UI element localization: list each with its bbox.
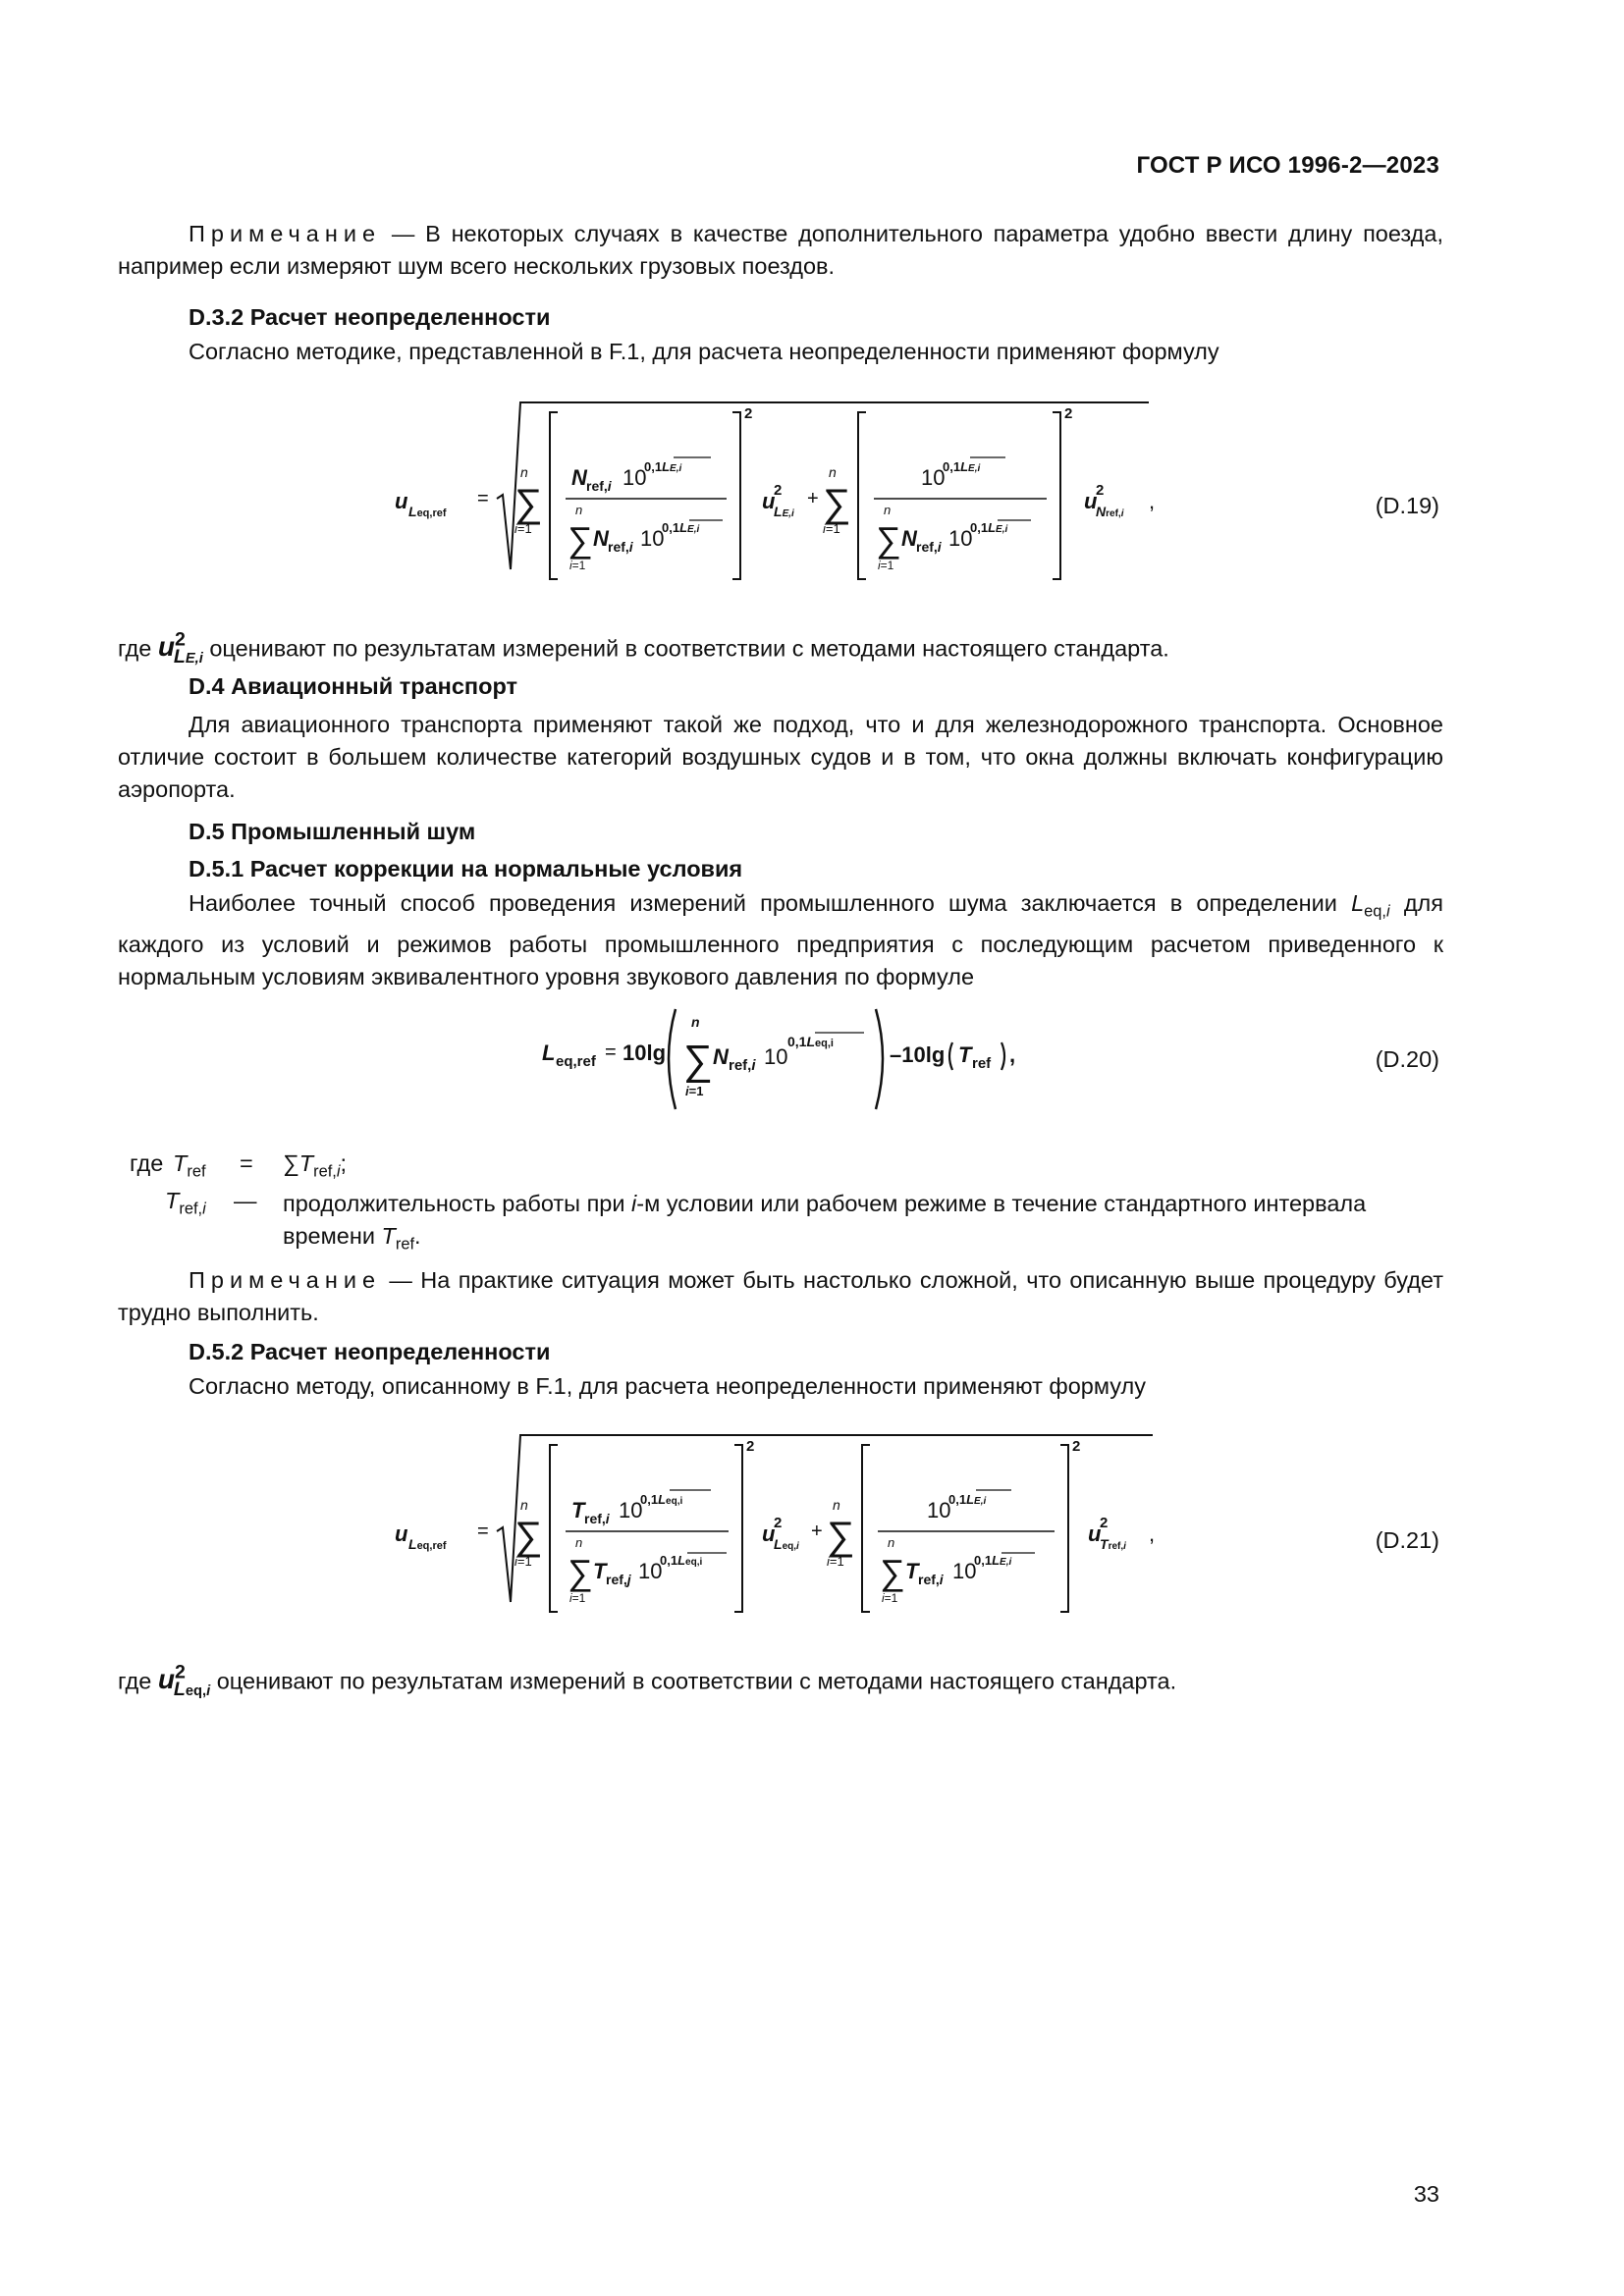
svg-text:=: =	[605, 1041, 617, 1063]
equation-number-d20: (D.20)	[1375, 1046, 1439, 1072]
svg-text:10: 10	[623, 465, 647, 490]
svg-text:u: u	[1088, 1522, 1102, 1546]
svg-text:10: 10	[948, 526, 973, 551]
svg-text:0,1LE,i: 0,1LE,i	[943, 459, 981, 474]
paragraph-d51-part-a: Наиболее точный способ проведения измерений промышленного шума заключается в определении	[189, 890, 1352, 916]
definitions-d20	[118, 1150, 1443, 1258]
svg-text:10: 10	[764, 1044, 788, 1069]
svg-text:ref,i: ref,i	[918, 1572, 944, 1587]
svg-text:∑: ∑	[876, 519, 901, 560]
svg-text:∑: ∑	[823, 482, 851, 525]
svg-text:i=1: i=1	[514, 1554, 532, 1569]
svg-text:n: n	[884, 503, 892, 517]
formula-d19	[383, 393, 1168, 589]
section-heading-d52: D.5.2 Расчет неопределенности	[189, 1339, 551, 1364]
svg-text:n: n	[691, 1014, 700, 1030]
svg-text:n: n	[520, 464, 528, 480]
svg-text:T: T	[571, 1498, 585, 1522]
svg-text:0,1LE,i: 0,1LE,i	[644, 459, 682, 474]
symbol-u2-LEi: $u^2_{LE,i}$	[157, 629, 203, 667]
svg-text:N: N	[901, 526, 917, 551]
svg-text:i=1: i=1	[827, 1554, 844, 1569]
svg-text:2: 2	[1064, 405, 1073, 422]
svg-text:10: 10	[640, 526, 665, 551]
section-heading-d4: D.4 Авиационный транспорт	[189, 673, 518, 699]
svg-text:i=1: i=1	[882, 1591, 898, 1605]
symbol-Leq-i: L	[1351, 890, 1365, 916]
svg-text:∑: ∑	[568, 519, 593, 560]
svg-text:10: 10	[952, 1559, 977, 1583]
paragraph-after-d21	[118, 1657, 1443, 1708]
svg-text:n: n	[833, 1497, 840, 1513]
svg-text:ref,i: ref,i	[584, 1511, 610, 1526]
svg-text:,: ,	[1149, 489, 1156, 513]
svg-text:i=1: i=1	[685, 1084, 704, 1098]
svg-text:Leq,i: Leq,i	[774, 1536, 799, 1552]
symbol-u2-Leq-i: $u^2_{Leq,i}$	[157, 1662, 211, 1700]
svg-text:ref,j: ref,j	[606, 1572, 631, 1587]
svg-text:2: 2	[1096, 482, 1105, 499]
svg-text:∑: ∑	[514, 1515, 543, 1558]
svg-text:L: L	[542, 1041, 556, 1065]
svg-text:2: 2	[1100, 1515, 1109, 1531]
symbol-Tref: $T_{ref}$	[173, 1150, 206, 1181]
svg-text:0,1LE,i: 0,1LE,i	[970, 520, 1008, 535]
svg-text:–10lg: –10lg	[890, 1042, 946, 1067]
after-d21-text: оценивают по результатам измерений в соответствии с методами настоящего стандарта.	[216, 1668, 1177, 1694]
svg-text:T: T	[958, 1042, 972, 1067]
svg-text:0,1Leq,i: 0,1Leq,i	[787, 1034, 834, 1049]
svg-text:i=1: i=1	[878, 559, 894, 572]
svg-text:0,1Leq,i: 0,1Leq,i	[640, 1492, 683, 1507]
note-text: — На практике ситуация может быть настолько сложной, что описанную выше процедуру будет трудно выполнить.	[118, 1267, 1443, 1325]
svg-text:u: u	[762, 1522, 776, 1546]
svg-text:n: n	[520, 1497, 528, 1513]
svg-text:ref,i: ref,i	[586, 478, 612, 494]
svg-text:Leq,ref: Leq,ref	[408, 1536, 447, 1552]
svg-text:Tref,i: Tref,i	[1100, 1536, 1126, 1552]
svg-text:n: n	[575, 1535, 583, 1550]
svg-text:2: 2	[746, 1438, 755, 1455]
svg-text:10: 10	[927, 1498, 951, 1522]
equation-number-d19: (D.19)	[1375, 493, 1439, 518]
definition-text-a: продолжительность работы при	[283, 1191, 632, 1216]
svg-text:2: 2	[1072, 1438, 1081, 1455]
note-label: Примечание	[189, 221, 382, 246]
svg-text:10: 10	[619, 1498, 643, 1522]
svg-text:+: +	[811, 1521, 823, 1542]
paragraph-after-d19	[118, 624, 1443, 675]
svg-text:0,1LE,i: 0,1LE,i	[662, 520, 700, 535]
svg-text:T: T	[593, 1559, 607, 1583]
svg-text:10: 10	[921, 465, 946, 490]
paragraph-d4: Для авиационного транспорта применяют такой же подход, что и для железнодорожного транспорта. Основное отличие состоит в большем количестве категорий воздушных судов и в том, что окна должны включать конфигурацию аэропорта.	[118, 712, 1443, 802]
note-paragraph	[118, 218, 1443, 283]
note-text: — В некоторых случаях в качестве дополнительного параметра удобно ввести длину поезда, например если измеряют шум всего нескольких грузовых поездов.	[118, 221, 1443, 279]
svg-text:ref,i: ref,i	[916, 539, 942, 555]
svg-text:Nref,i: Nref,i	[1096, 504, 1124, 519]
document-header: ГОСТ Р ИСО 1996-2—2023	[1136, 152, 1439, 179]
section-heading-d5: D.5 Промышленный шум	[189, 819, 476, 844]
svg-text:N: N	[571, 465, 587, 490]
svg-text:ref,i: ref,i	[729, 1057, 756, 1074]
paragraph-d51	[118, 887, 1443, 993]
formula-d20	[540, 1001, 1051, 1129]
symbol-Tref-i: $T_{ref,i}$	[165, 1188, 206, 1218]
svg-text:u: u	[1084, 489, 1098, 513]
svg-text:+: +	[807, 488, 819, 509]
svg-text:0,1LE,i: 0,1LE,i	[948, 1492, 987, 1507]
svg-text:10: 10	[638, 1559, 663, 1583]
svg-text:i=1: i=1	[569, 559, 586, 572]
where-word: где	[118, 635, 152, 662]
svg-text:i=1: i=1	[514, 521, 532, 536]
svg-text:0,1LE,i: 0,1LE,i	[974, 1553, 1012, 1568]
section-heading-d51: D.5.1 Расчет коррекции на нормальные условия	[189, 856, 743, 881]
svg-text:2: 2	[744, 405, 753, 422]
svg-text:∑: ∑	[880, 1552, 905, 1592]
svg-text:10lg: 10lg	[623, 1041, 667, 1065]
after-d19-text: оценивают по результатам измерений в соответствии с методами настоящего стандарта.	[209, 635, 1169, 662]
svg-text:i=1: i=1	[569, 1591, 586, 1605]
svg-text:ref,i: ref,i	[608, 539, 633, 555]
svg-text:∑: ∑	[568, 1552, 593, 1592]
paragraph-d32: Согласно методике, представленной в F.1, для расчета неопределенности применяют формулу	[189, 339, 1219, 364]
svg-text:LE,i: LE,i	[774, 504, 794, 519]
svg-text:N: N	[593, 526, 609, 551]
svg-text:N: N	[713, 1044, 729, 1069]
definition-text-b: -м условии или рабочем режиме в течение стандартного интервала времени	[283, 1191, 1367, 1249]
svg-text:n: n	[575, 503, 583, 517]
svg-text:u: u	[395, 1522, 408, 1546]
svg-text:ref: ref	[972, 1055, 992, 1072]
definition-Tref-i: продолжительность работы при i-м условии или рабочем режиме в течение стандартного интервала времени $T_{ref}$.	[283, 1191, 1367, 1254]
svg-text:∑: ∑	[514, 482, 543, 525]
svg-text:,: ,	[1149, 1522, 1156, 1546]
equation-number-d21: (D.21)	[1375, 1527, 1439, 1553]
svg-text:i=1: i=1	[823, 521, 840, 536]
svg-text:n: n	[829, 464, 837, 480]
svg-text:2: 2	[774, 482, 783, 499]
svg-text:=: =	[477, 488, 489, 509]
svg-text:=: =	[477, 1521, 489, 1542]
symbol-Leq-i-subscript: eq,i	[1364, 902, 1390, 921]
svg-text:0,1Leq,i: 0,1Leq,i	[660, 1553, 703, 1568]
dash: —	[234, 1188, 257, 1213]
svg-text:u: u	[395, 489, 408, 513]
svg-text:T: T	[905, 1559, 919, 1583]
paragraph-d51-part-b: для каждого из условий и режимов работы промышленного предприятия с последующим расчетом приведенного к нормальным условиям эквивалентного уровня звукового давления по формуле	[118, 890, 1443, 989]
page-number: 33	[1413, 2181, 1439, 2207]
svg-text:2: 2	[774, 1515, 783, 1531]
svg-text:u: u	[762, 489, 776, 513]
svg-text:eq,ref: eq,ref	[556, 1053, 596, 1070]
note-label: Примечание	[189, 1267, 382, 1293]
svg-text:∑: ∑	[683, 1037, 713, 1083]
sum-Tref-i: $\sum T_{ref,i}$;	[283, 1150, 348, 1181]
where-word: где	[130, 1150, 164, 1176]
svg-text:n: n	[888, 1535, 895, 1550]
formula-d21	[383, 1425, 1168, 1622]
where-word: где	[118, 1668, 152, 1694]
equals-sign: =	[240, 1150, 253, 1176]
section-heading-d32: D.3.2 Расчет неопределенности	[189, 304, 551, 330]
paragraph-d52: Согласно методу, описанному в F.1, для расчета неопределенности применяют формулу	[189, 1373, 1146, 1399]
note-paragraph	[118, 1264, 1443, 1329]
svg-text:Leq,ref: Leq,ref	[408, 504, 447, 519]
svg-text:∑: ∑	[827, 1515, 855, 1558]
svg-text:,: ,	[1009, 1042, 1016, 1067]
